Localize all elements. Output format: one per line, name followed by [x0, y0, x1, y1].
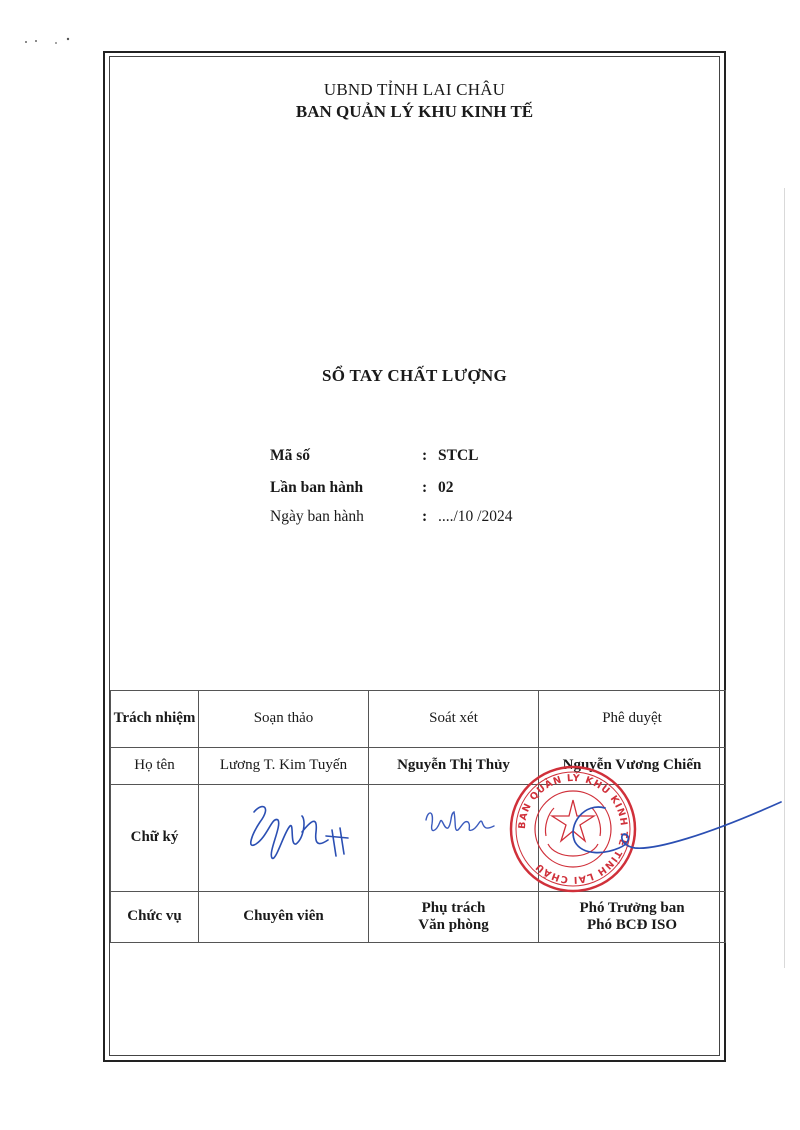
meta-value: STCL	[438, 447, 479, 464]
position-line: Chuyên viên	[243, 908, 324, 925]
org-parent: UBND TỈNH LAI CHÂU	[323, 80, 506, 99]
header-reviewed: Soát xét	[369, 691, 539, 748]
document-title: SỔ TAY CHẤT LƯỢNG	[321, 366, 508, 385]
svg-text:BAN QUẢN LÝ KHU KINH TẾ TỈNH L: BAN QUẢN LÝ KHU KINH TẾ TỈNH LAI CHÂU	[516, 772, 630, 886]
row-label-position: Chức vụ	[111, 892, 199, 943]
header-responsibility: Trách nhiệm	[111, 691, 199, 748]
scan-artifact	[22, 36, 82, 55]
table-row	[111, 691, 726, 748]
meta-value: ..../10 /2024	[438, 508, 513, 525]
position-line: Phó Trưởng ban	[579, 899, 685, 916]
position-line: Phó BCĐ ISO	[586, 917, 678, 933]
org-name: BAN QUẢN LÝ KHU KINH TẾ	[295, 102, 534, 121]
position-reviewer	[369, 892, 539, 943]
name-drafter: Lương T. Kim Tuyến	[199, 748, 369, 785]
row-label-name: Họ tên	[111, 748, 199, 785]
signature-reviewer	[420, 800, 500, 850]
name-reviewer: Nguyễn Thị Thủy	[369, 748, 539, 785]
meta-value: 02	[438, 479, 454, 496]
position-line: Phụ trách	[421, 899, 486, 916]
header-drafted: Soạn thảo	[199, 691, 369, 748]
header-approved: Phê duyệt	[539, 691, 726, 748]
meta-colon: :	[422, 508, 428, 525]
signature-approver	[545, 796, 790, 868]
position-line: Văn phòng	[418, 917, 489, 933]
meta-label: Lần ban hành	[270, 479, 364, 496]
signature-drafter	[232, 792, 362, 872]
row-label-signature: Chữ ký	[111, 785, 199, 892]
name-approver: Nguyễn Vương Chiến	[539, 748, 726, 785]
meta-colon: :	[422, 479, 428, 496]
meta-label: Ngày ban hành	[270, 508, 364, 525]
position-drafter	[199, 892, 369, 943]
position-approver	[539, 892, 726, 943]
meta-colon: :	[422, 447, 428, 464]
meta-label: Mã số	[270, 447, 311, 464]
table-row	[111, 892, 726, 943]
